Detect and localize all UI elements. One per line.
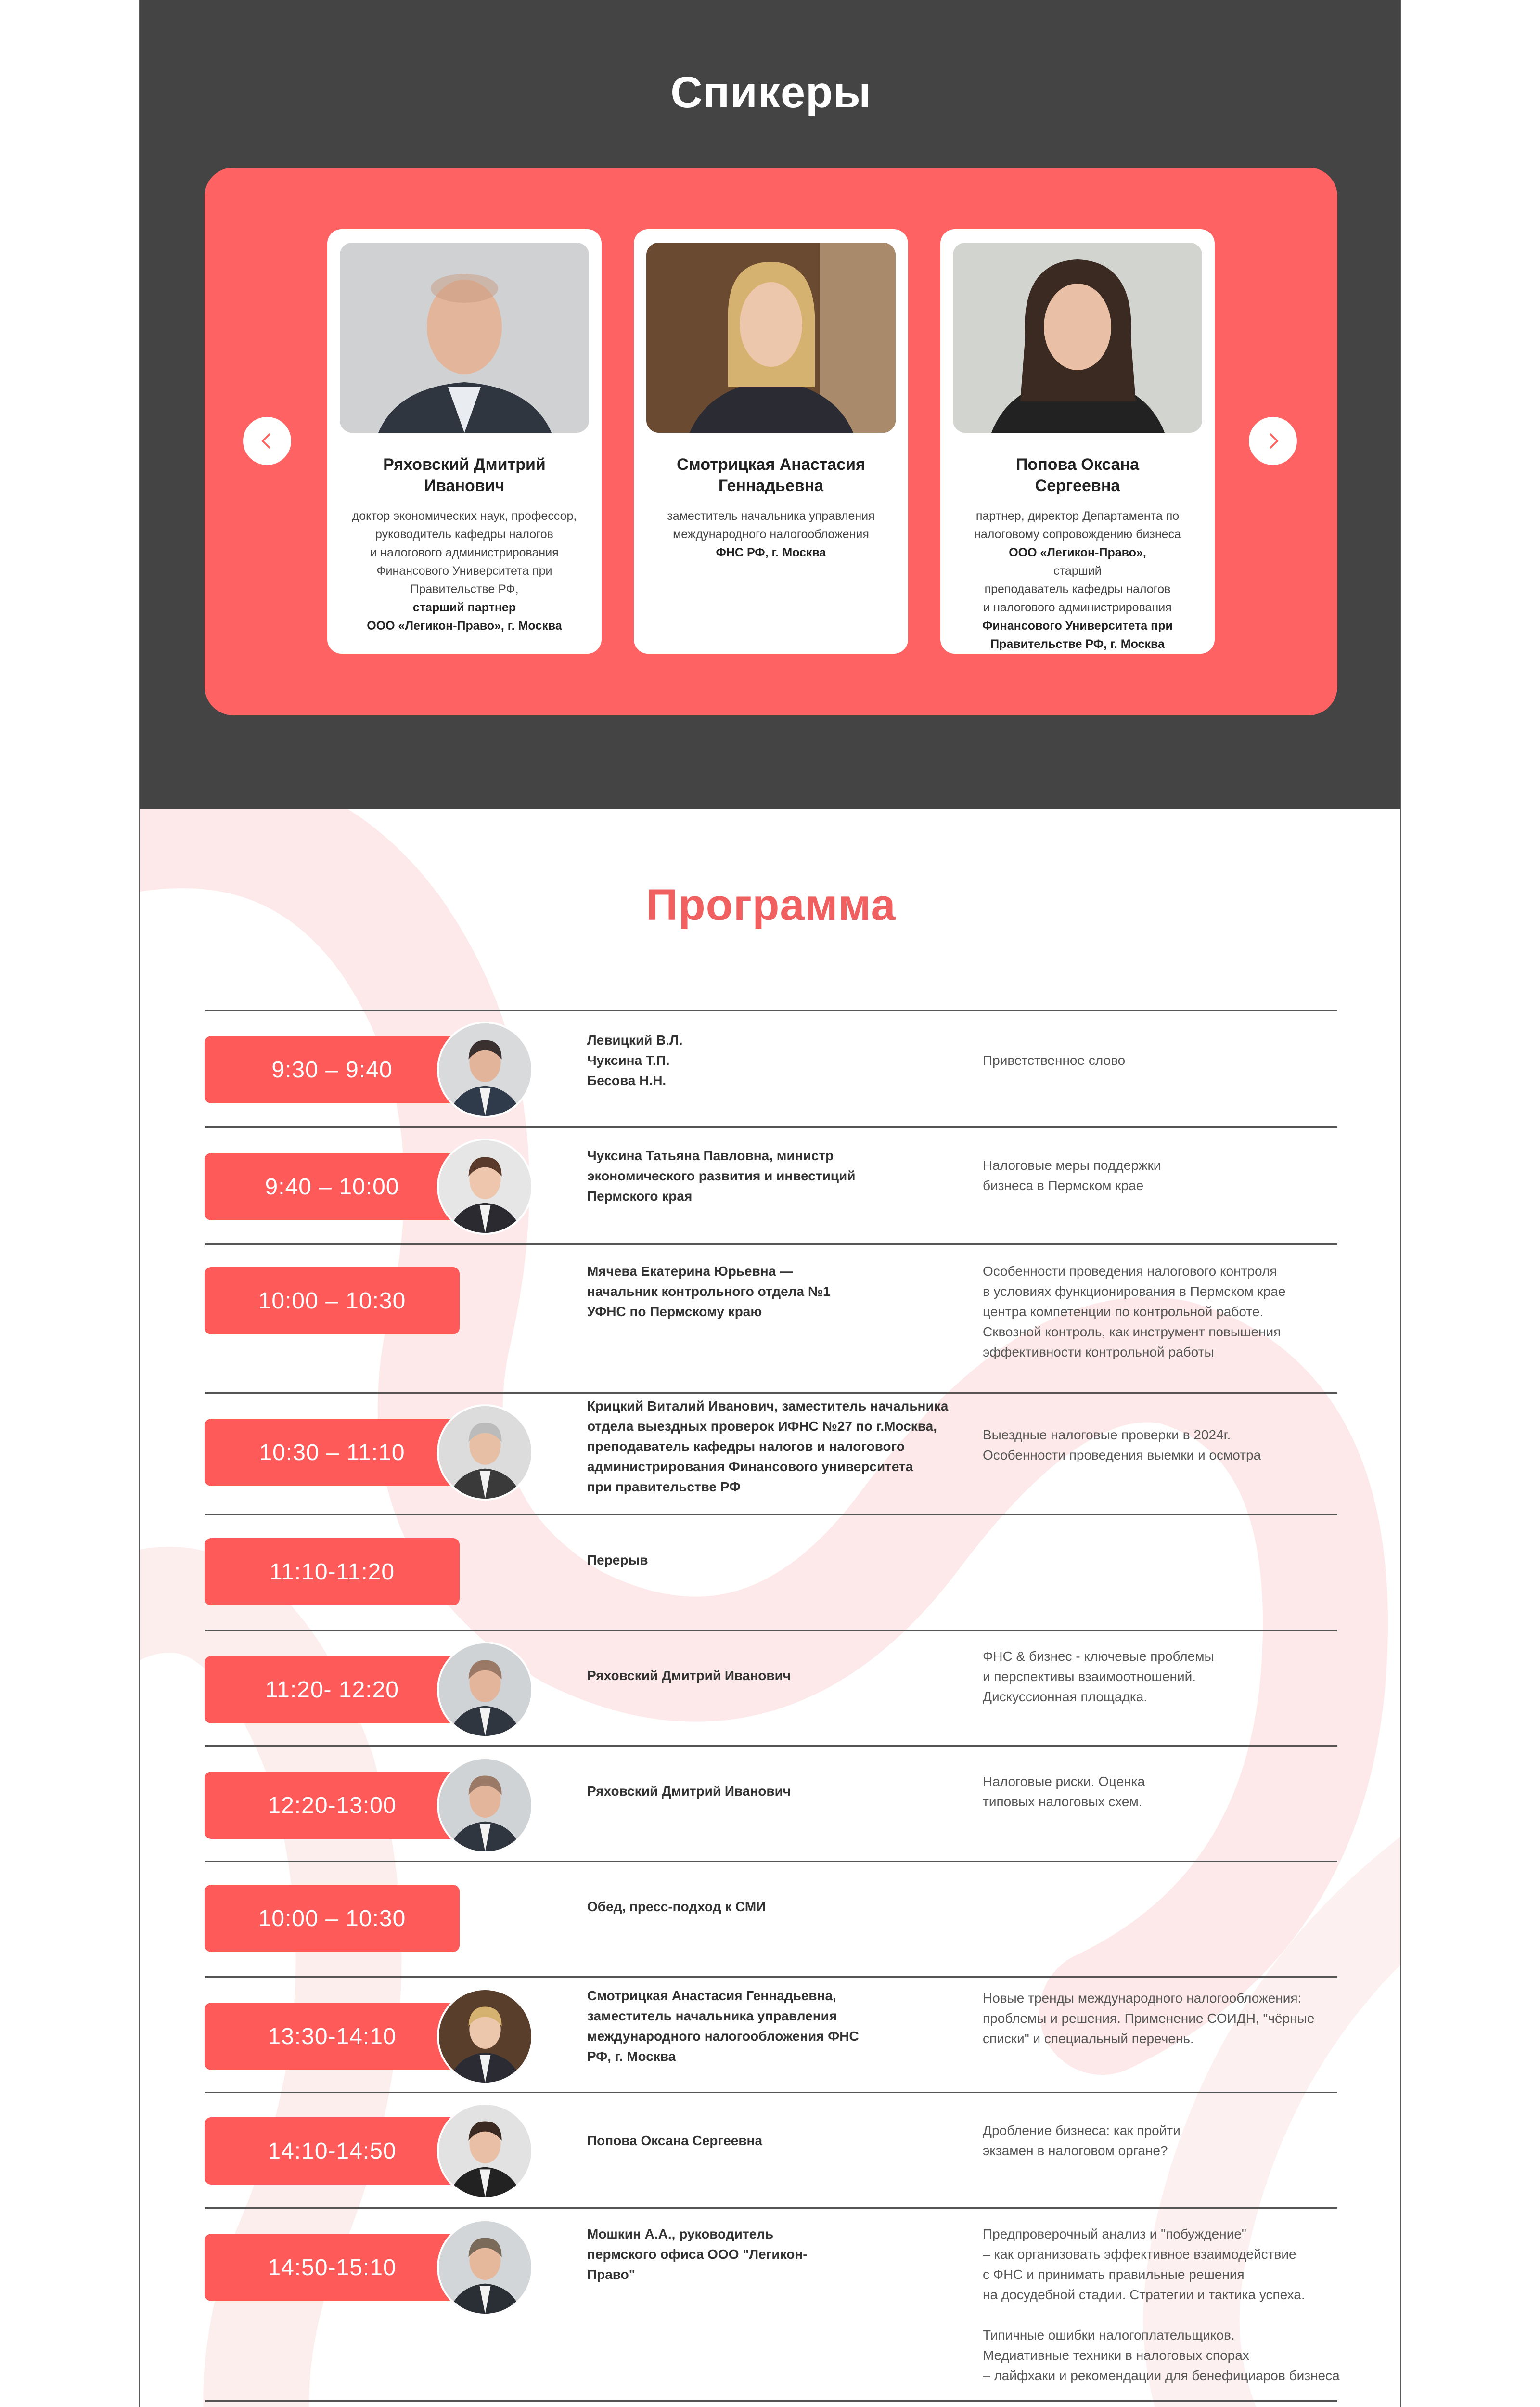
row-divider [205, 1745, 1337, 1747]
speaker-avatar [437, 1404, 533, 1501]
speaker-affiliation: ООО «Легикон-Право», [1009, 546, 1146, 559]
speakers-section [140, 0, 1401, 809]
carousel-prev-button[interactable] [243, 417, 291, 465]
session-speaker: Ряховский Дмитрий Иванович [587, 1668, 791, 1683]
speaker-avatar [437, 1139, 533, 1235]
speaker-description: старший преподаватель кафедры налогов и налогового администрирования [983, 564, 1172, 614]
chevron-left-icon [257, 430, 278, 452]
row-divider [205, 1010, 1337, 1011]
time-slot: 10:00 – 10:30 [205, 1267, 460, 1334]
time-slot: 10:00 – 10:30 [205, 1885, 460, 1952]
session-topic: Приветственное слово [983, 1053, 1126, 1068]
time-slot: 13:30-14:10 [205, 2003, 460, 2070]
speaker-avatar [437, 1757, 533, 1853]
speaker-avatar [437, 1988, 533, 2084]
row-divider [205, 1243, 1337, 1245]
program-section [140, 809, 1401, 2407]
row-divider [205, 1514, 1337, 1515]
speaker-affiliation: Финансового Университета при Правительстве РФ, г. Москва [982, 619, 1173, 651]
session-topic: Выездные налоговые проверки в 2024г. Особенности проведения выемки и осмотра [983, 1427, 1261, 1462]
session-speaker: Чуксина Татьяна Павловна, министр экономического развития и инвестиций Пермского края [587, 1148, 856, 1204]
session-topic: ФНС & бизнес - ключевые проблемы и перспективы взаимоотношений. Дискуссионная площадка. [983, 1649, 1214, 1704]
session-speaker: Обед, пресс-подход к СМИ [587, 1899, 766, 1914]
speaker-description: заместитель начальника управления международного налогообложения [667, 509, 875, 541]
session-topic: Налоговые риски. Оценка типовых налоговых схем. [983, 1774, 1145, 1809]
speaker-name: Ряховский Дмитрий Иванович [383, 455, 546, 495]
speaker-avatar [437, 2219, 533, 2316]
row-divider [205, 2207, 1337, 2209]
session-topic: Новые тренды международного налогообложения: проблемы и решения. Применение СОИДН, "чёрные списки" и специальный перечень. [983, 1991, 1315, 2046]
speakers-carousel [205, 168, 1337, 715]
row-divider [205, 1630, 1337, 1631]
speaker-card [327, 229, 602, 654]
speaker-photo [953, 243, 1202, 433]
row-divider [205, 2400, 1337, 2402]
program-title: Программа [646, 880, 896, 930]
session-speaker: Перерыв [587, 1553, 648, 1567]
row-divider [205, 1861, 1337, 1862]
speakers-title: Спикеры [670, 68, 872, 117]
session-speaker: Крицкий Виталий Иванович, заместитель начальника отдела выездных проверок ИФНС №27 по г.Москва, преподаватель кафедры налогов и налогового администрирования Финансового университета при правительстве РФ [587, 1398, 949, 1494]
session-topic: Налоговые меры поддержки бизнеса в Пермском крае [983, 1158, 1161, 1193]
speaker-card [940, 229, 1215, 654]
speaker-card [634, 229, 908, 654]
time-slot: 10:30 – 11:10 [205, 1419, 460, 1486]
chevron-right-icon [1262, 430, 1283, 452]
session-speaker: Мошкин А.А., руководитель пермского офиса ООО "Легикон- Право" [587, 2226, 808, 2282]
speaker-description: доктор экономических наук, профессор, руководитель кафедры налогов и налогового администрирования Финансового Университета при Правительстве РФ, [352, 509, 577, 596]
carousel-next-button[interactable] [1249, 417, 1297, 465]
speaker-affiliation: ФНС РФ, г. Москва [716, 546, 826, 559]
session-speaker: Смотрицкая Анастасия Геннадьевна, заместитель начальника управления международного налогообложения ФНС РФ, г. Москва [587, 1988, 859, 2064]
row-divider [205, 1976, 1337, 1978]
time-slot: 11:20- 12:20 [205, 1656, 460, 1723]
session-topic: Дробление бизнеса: как пройти экзамен в налоговом органе? [983, 2123, 1181, 2158]
speaker-avatar [437, 1022, 533, 1118]
speaker-name: Попова Оксана Сергеевна [1015, 455, 1139, 495]
speaker-avatar [437, 1642, 533, 1738]
session-speaker: Мячева Екатерина Юрьевна — начальник контрольного отдела №1 УФНС по Пермскому краю [587, 1264, 831, 1319]
speaker-photo [340, 243, 589, 433]
speaker-photo [646, 243, 896, 433]
time-slot: 9:30 – 9:40 [205, 1036, 460, 1103]
speaker-affiliation: старший партнер ООО «Легикон-Право», г. Москва [367, 601, 562, 633]
session-topic: Особенности проведения налогового контроля в условиях функционирования в Пермском крае центра компетенции по контрольной работе. Сквозной контроль, как инструмент повышения эффективности контрольной работы [983, 1264, 1286, 1359]
session-speaker: Попова Оксана Сергеевна [587, 2133, 763, 2148]
time-slot: 14:10-14:50 [205, 2117, 460, 2185]
row-divider [205, 1126, 1337, 1128]
time-slot: 9:40 – 10:00 [205, 1153, 460, 1220]
row-divider [205, 1392, 1337, 1394]
session-speaker: Ряховский Дмитрий Иванович [587, 1784, 791, 1799]
row-divider [205, 2092, 1337, 2093]
time-slot: 14:50-15:10 [205, 2234, 460, 2301]
page-frame [139, 0, 1401, 2407]
speaker-description [953, 507, 1202, 544]
speaker-name: Смотрицкая Анастасия Геннадьевна [677, 455, 865, 495]
session-topic: Предпроверочный анализ и "побуждение" – как организовать эффективное взаимодействие с ФНС и принимать правильные решения на досудебной стадии. Стратегии и тактика успеха. Типичные ошибки налогоплательщиков. Медиативные техники в налоговых спорах – лайфхаки и рекомендации для бенефициаров бизнеса [983, 2226, 1340, 2383]
time-slot: 12:20-13:00 [205, 1772, 460, 1839]
speaker-avatar [437, 2103, 533, 2199]
time-slot: 11:10-11:20 [205, 1538, 460, 1605]
speaker-description-line: партнер, директор Департамента по налоговому сопровождению бизнеса [974, 509, 1181, 541]
session-speaker: Левицкий В.Л. Чуксина Т.П. Бесова Н.Н. [587, 1033, 683, 1088]
